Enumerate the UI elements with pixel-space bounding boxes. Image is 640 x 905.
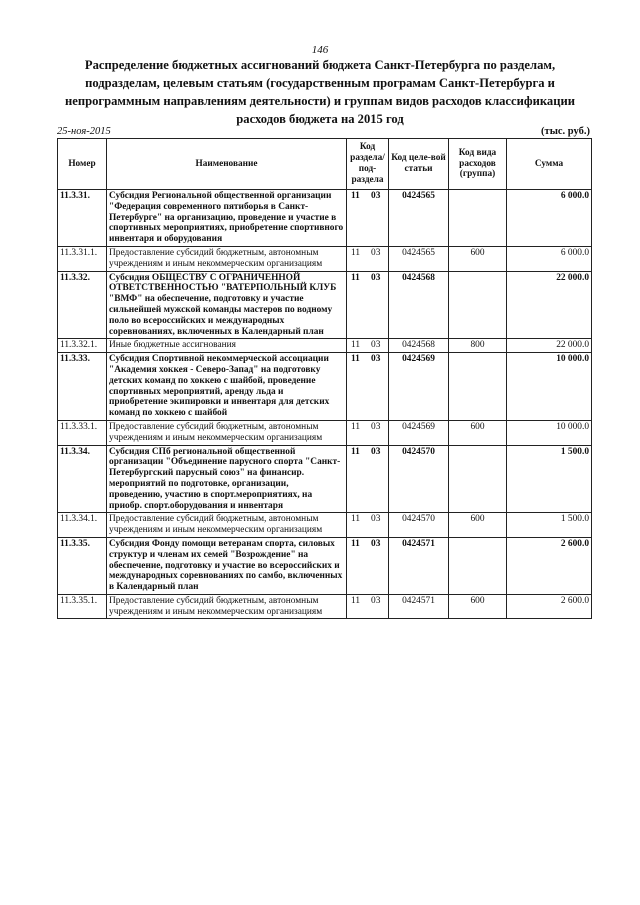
- row-name: Предоставление субсидий бюджетным, автономным учреждениям и иным некоммерческим организациям: [107, 246, 347, 271]
- row-amount: 10 000.0: [507, 420, 592, 445]
- row-group: [449, 445, 507, 513]
- document-date: 25-ноя-2015: [57, 126, 111, 137]
- row-section-code: 11: [351, 514, 361, 525]
- row-number: 11.3.35.: [58, 537, 107, 594]
- table-row: [58, 537, 592, 594]
- row-amount: 2 600.0: [507, 537, 592, 594]
- row-subsection-code: 03: [371, 421, 381, 432]
- table-row: [58, 339, 592, 353]
- row-section: [347, 537, 389, 594]
- row-group: [449, 537, 507, 594]
- row-number: 11.3.31.1.: [58, 246, 107, 271]
- row-article: 0424568: [389, 271, 449, 339]
- header-section: Код раздела/ под-раздела: [347, 139, 389, 190]
- table-row: [58, 513, 592, 538]
- header-number: Номер: [58, 139, 107, 190]
- row-section-code: 11: [351, 272, 360, 283]
- row-article: 0424568: [389, 339, 449, 353]
- row-article: 0424571: [389, 594, 449, 619]
- row-section-code: 11: [351, 247, 361, 258]
- row-number: 11.3.31.: [58, 190, 107, 247]
- row-name: Предоставление субсидий бюджетным, автономным учреждениям и иным некоммерческим организациям: [107, 513, 347, 538]
- table-row: [58, 420, 592, 445]
- row-group: 600: [449, 513, 507, 538]
- row-article: 0424571: [389, 537, 449, 594]
- row-article: 0424570: [389, 445, 449, 513]
- row-article: 0424565: [389, 190, 449, 247]
- table-row: [58, 246, 592, 271]
- row-section-code: 11: [351, 340, 361, 351]
- row-subsection-code: 03: [371, 538, 381, 549]
- row-section: [347, 271, 389, 339]
- row-number: 11.3.32.1.: [58, 339, 107, 353]
- row-section-code: 11: [351, 595, 361, 606]
- row-amount: 22 000.0: [507, 271, 592, 339]
- row-number: 11.3.34.: [58, 445, 107, 513]
- row-section-code: 11: [351, 446, 360, 457]
- row-subsection-code: 03: [371, 340, 381, 351]
- row-section: [347, 190, 389, 247]
- row-amount: 6 000.0: [507, 246, 592, 271]
- row-number: 11.3.35.1.: [58, 594, 107, 619]
- row-number: 11.3.33.: [58, 353, 107, 421]
- row-subsection-code: 03: [371, 595, 381, 606]
- header-article: Код целе-вой статьи: [389, 139, 449, 190]
- row-article: 0424569: [389, 353, 449, 421]
- row-article: 0424570: [389, 513, 449, 538]
- row-subsection-code: 03: [371, 272, 381, 283]
- row-amount: 10 000.0: [507, 353, 592, 421]
- row-section: [347, 339, 389, 353]
- row-subsection-code: 03: [371, 354, 381, 365]
- row-subsection-code: 03: [371, 514, 381, 525]
- table-row: [58, 271, 592, 339]
- table-row: [58, 594, 592, 619]
- document-title: Распределение бюджетных ассигнований бюджета Санкт-Петербурга по разделам, подразделам, целевым статьям (государственным програмам Санкт-Петербурга и непрограммным направлениям деятельности) и группам видов расходов классификации расходов бюджета на 2015 год: [65, 58, 575, 126]
- row-name: Предоставление субсидий бюджетным, автономным учреждениям и иным некоммерческим организациям: [107, 594, 347, 619]
- row-group: 800: [449, 339, 507, 353]
- row-group: 600: [449, 246, 507, 271]
- row-section: [347, 445, 389, 513]
- row-name: Субсидия СПб региональной общественной организации "Объединение парусного спорта "Санкт-Петербургский парусный союз" на финансир. мероприятий по подготовке, организации, проведению, участию в спорт.мероприятиях, на приобр. спорт.оборудования и инвентаря: [107, 445, 347, 513]
- table-header-row: [58, 139, 592, 190]
- row-group: [449, 190, 507, 247]
- table-row: [58, 353, 592, 421]
- row-amount: 1 500.0: [507, 513, 592, 538]
- row-group: [449, 353, 507, 421]
- row-name: Предоставление субсидий бюджетным, автономным учреждениям и иным некоммерческим организациям: [107, 420, 347, 445]
- row-subsection-code: 03: [371, 446, 381, 457]
- page-number: 146: [311, 44, 329, 56]
- row-group: 600: [449, 594, 507, 619]
- row-number: 11.3.33.1.: [58, 420, 107, 445]
- row-section: [347, 513, 389, 538]
- row-amount: 22 000.0: [507, 339, 592, 353]
- budget-table: [57, 138, 592, 619]
- row-amount: 2 600.0: [507, 594, 592, 619]
- row-section: [347, 420, 389, 445]
- units-label: (тыс. руб.): [541, 126, 590, 137]
- row-subsection-code: 03: [371, 191, 381, 201]
- row-article: 0424565: [389, 246, 449, 271]
- row-section: [347, 246, 389, 271]
- row-section-code: 11: [351, 191, 360, 201]
- table-row: [58, 445, 592, 513]
- header-name: Наименование: [107, 139, 347, 190]
- row-number: 11.3.32.: [58, 271, 107, 339]
- table-row: [58, 190, 592, 247]
- row-name: Иные бюджетные ассигнования: [107, 339, 347, 353]
- header-group: Код вида расходов (группа): [449, 139, 507, 190]
- row-name: Субсидия Региональной общественной организации "Федерация современного пятиборья в Санкт-Петербурге" на организацию, проведение и участие в спортивных мероприятиях, приобретение спортивного инвентаря и оборудования: [107, 190, 347, 247]
- row-amount: 1 500.0: [507, 445, 592, 513]
- row-number: 11.3.34.1.: [58, 513, 107, 538]
- header-amount: Сумма: [507, 139, 592, 190]
- row-section-code: 11: [351, 538, 360, 549]
- row-subsection-code: 03: [371, 247, 381, 258]
- row-name: Субсидия Спортивной некоммерческой ассоциации "Академия хоккея - Северо-Запад" на подготовку детских команд по хоккею с шайбой, проведение спортивных мероприятий, аренду льда и приобретение экипировки и инвентаря для детских команд по хоккею с шайбой: [107, 353, 347, 421]
- row-name: Субсидия ОБЩЕСТВУ С ОГРАНИЧЕННОЙ ОТВЕТСТВЕННОСТЬЮ "ВАТЕРПОЛЬНЫЙ КЛУБ "ВМФ" на обеспечение, подготовку и участие сильнейшей мужской команды мастеров по водному поло во всероссийских и международных соревнованиях, включенных в Календарный план: [107, 271, 347, 339]
- row-amount: 6 000.0: [507, 190, 592, 247]
- row-name: Субсидия Фонду помощи ветеранам спорта, силовых структур и членам их семей "Возрождение" на обеспечение, подготовку и участие во всероссийских и международных соревнованиях по самбо, включенных в Календарный план: [107, 537, 347, 594]
- row-section-code: 11: [351, 421, 361, 432]
- row-section: [347, 353, 389, 421]
- row-group: [449, 271, 507, 339]
- row-article: 0424569: [389, 420, 449, 445]
- row-section-code: 11: [351, 354, 360, 365]
- row-group: 600: [449, 420, 507, 445]
- row-section: [347, 594, 389, 619]
